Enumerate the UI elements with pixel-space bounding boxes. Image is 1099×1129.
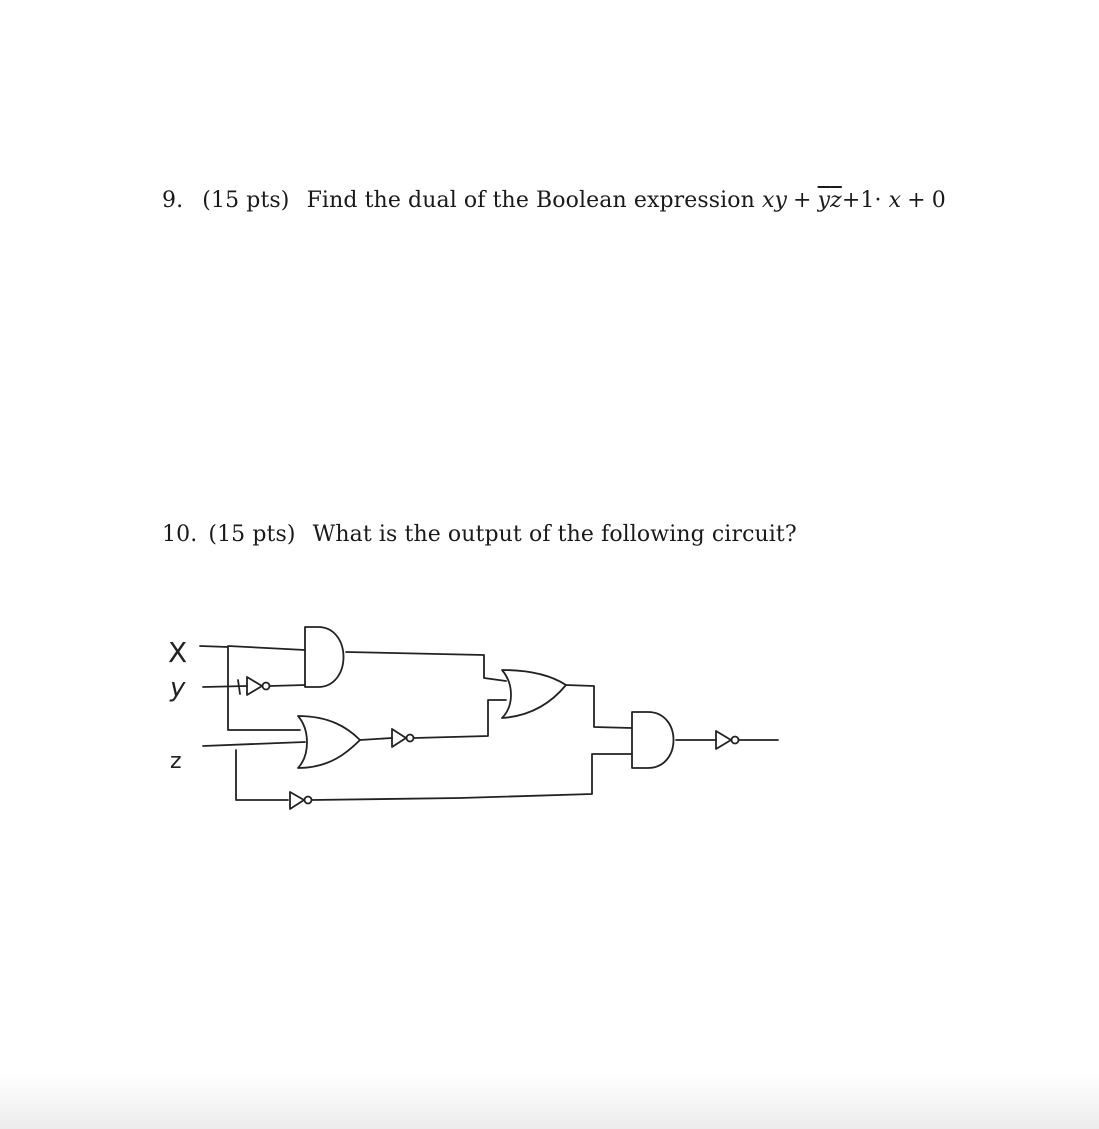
expr-term-xy: xy	[762, 188, 788, 213]
scan-shadow	[0, 1074, 1099, 1129]
and-gate-1	[305, 627, 344, 687]
wire-x	[200, 646, 305, 730]
question-text: Find the dual of the Boolean expression	[306, 188, 755, 213]
not-gate-output	[716, 731, 739, 749]
input-label-x: X	[168, 636, 188, 669]
wire-y	[203, 680, 247, 694]
input-label-z: z	[170, 749, 182, 774]
wire-not-or1	[414, 700, 506, 738]
not-gate-or1	[392, 729, 414, 747]
not-gate-z	[290, 792, 312, 809]
expr-zero: 0	[931, 188, 946, 213]
wire-not-y	[270, 685, 305, 686]
question-text: What is the output of the following circuit?	[312, 522, 797, 547]
question-number: 10.	[162, 522, 198, 547]
wire-not-z	[312, 754, 632, 800]
input-label-y: y	[170, 673, 186, 703]
and-gate-2	[632, 712, 674, 768]
or-gate-2	[502, 670, 566, 718]
expr-x: x	[888, 188, 902, 213]
wire-and1-out	[346, 652, 506, 681]
expr-y-bar: $\overline{y}$	[817, 188, 831, 213]
wire-or1-out	[360, 738, 392, 740]
question-points: (15 pts)	[208, 522, 296, 547]
question-number: 9.	[162, 188, 184, 213]
expr-plus-2: +	[907, 188, 926, 213]
expr-z-bar: $\overline{z}$	[830, 188, 842, 213]
not-gate-y	[247, 677, 270, 695]
question-points: (15 pts)	[202, 188, 290, 213]
wire-or2-out	[566, 685, 632, 728]
expr-plus-one-dot: +1·	[841, 188, 882, 213]
or-gate-1	[298, 716, 360, 768]
expr-plus-1: +	[793, 188, 812, 213]
